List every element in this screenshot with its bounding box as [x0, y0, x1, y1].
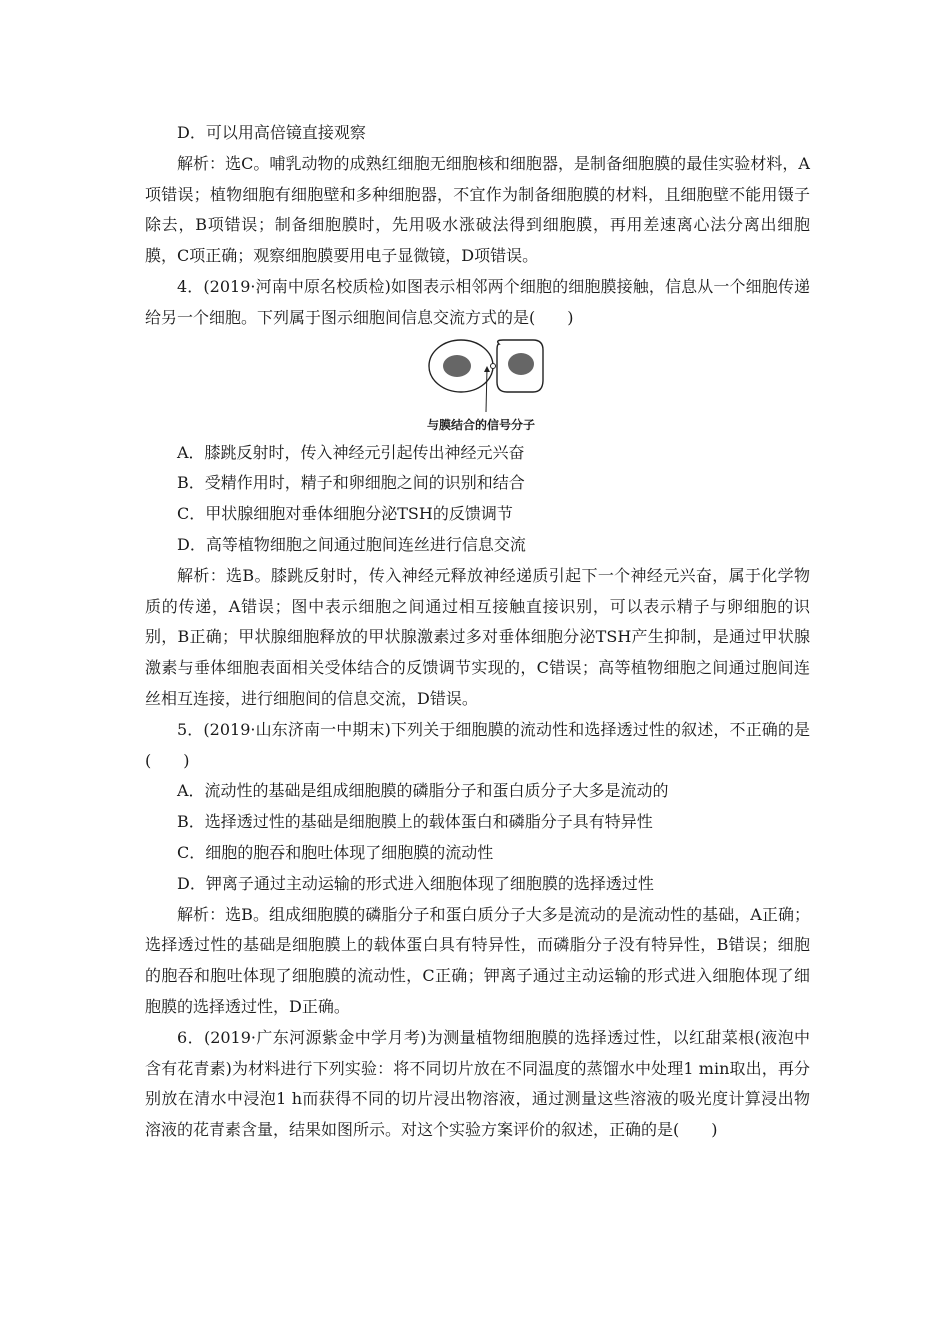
- q4-analysis: 解析：选B。膝跳反射时，传入神经元释放神经递质引起下一个神经元兴奋，属于化学物质的传递，A错误；图中表示细胞之间通过相互接触直接识别，可以表示精子与卵细胞的识别，B正确；甲状腺细胞释放的甲状腺激素过多对垂体细胞分泌TSH产生抑制，是通过甲状腺激素与垂体细胞表面相关受体结合的反馈调节实现的，C错误；高等植物细胞之间通过胞间连丝相互连接，进行细胞间的信息交流，D错误。: [145, 565, 810, 708]
- q3-analysis: 解析：选C。哺乳动物的成熟红细胞无细胞核和细胞器，是制备细胞膜的最佳实验材料，A项错误；植物细胞有细胞壁和多种细胞器，不宜作为制备细胞膜的材料，且细胞壁不能用镊子除去，B项错误；制备细胞膜时，先用吸水涨破法得到细胞膜，再用差速离心法分离出细胞膜，C项正确；观察细胞膜要用电子显微镜，D项错误。: [145, 153, 810, 266]
- two-cells-diagram: [427, 336, 547, 414]
- q4-option-d: D．高等植物细胞之间通过胞间连丝进行信息交流: [177, 534, 526, 554]
- q5-option-b: B．选择透过性的基础是细胞膜上的载体蛋白和磷脂分子具有特异性: [177, 812, 653, 832]
- left-cell-nucleus: [443, 355, 471, 377]
- cell-contact-figure: [145, 336, 810, 432]
- q3-option-d: D．可以用高倍镜直接观察: [177, 123, 366, 142]
- q5-option-d: D．钾离子通过主动运输的形式进入细胞体现了细胞膜的选择透过性: [177, 873, 654, 893]
- q6-stem: 6．(2019·广东河源紫金中学月考)为测量植物细胞膜的选择透过性，以红甜菜根(液泡中含有花青素)为材料进行下列实验：将不同切片放在不同温度的蒸馏水中处理1 min取出，再分别放在清水中浸泡1 h而获得不同的切片浸出物溶液，通过测量这些溶液的吸光度计算浸出物溶液的花青素含量，结果如图所示。对这个实验方案评价的叙述，正确的是( ): [145, 1027, 810, 1140]
- q5-option-a: A．流动性的基础是组成细胞膜的磷脂分子和蛋白质分子大多是流动的: [177, 781, 669, 801]
- q4-option-c: C．甲状腺细胞对垂体细胞分泌TSH的反馈调节: [177, 504, 513, 524]
- q4-stem: 4．(2019·河南中原名校质检)如图表示相邻两个细胞的细胞膜接触，信息从一个细胞传递给另一个细胞。下列属于图示细胞间信息交流方式的是( ): [145, 276, 810, 327]
- q4-option-a: A．膝跳反射时，传入神经元引起传出神经元兴奋: [177, 442, 525, 462]
- q5-stem: 5．(2019·山东济南一中期末)下列关于细胞膜的流动性和选择透过性的叙述，不正确的是( ): [145, 719, 810, 770]
- figure-caption: 与膜结合的信号分子: [426, 417, 535, 432]
- q5-analysis: 解析：选B。组成细胞膜的磷脂分子和蛋白质分子大多是流动的是流动性的基础，A正确；选择透过性的基础是细胞膜上的载体蛋白具有特异性，而磷脂分子没有特异性，B错误；细胞的胞吞和胞吐体现了细胞膜的流动性，C正确；钾离子通过主动运输的形式进入细胞体现了细胞膜的选择透过性，D正确。: [145, 904, 810, 1016]
- right-cell-nucleus: [508, 353, 534, 375]
- q4-option-b: B．受精作用时，精子和卵细胞之间的识别和结合: [177, 473, 525, 493]
- page-content: [145, 118, 810, 1146]
- signal-molecule-icon: [491, 363, 496, 368]
- q5-option-c: C．细胞的胞吞和胞吐体现了细胞膜的流动性: [177, 842, 494, 862]
